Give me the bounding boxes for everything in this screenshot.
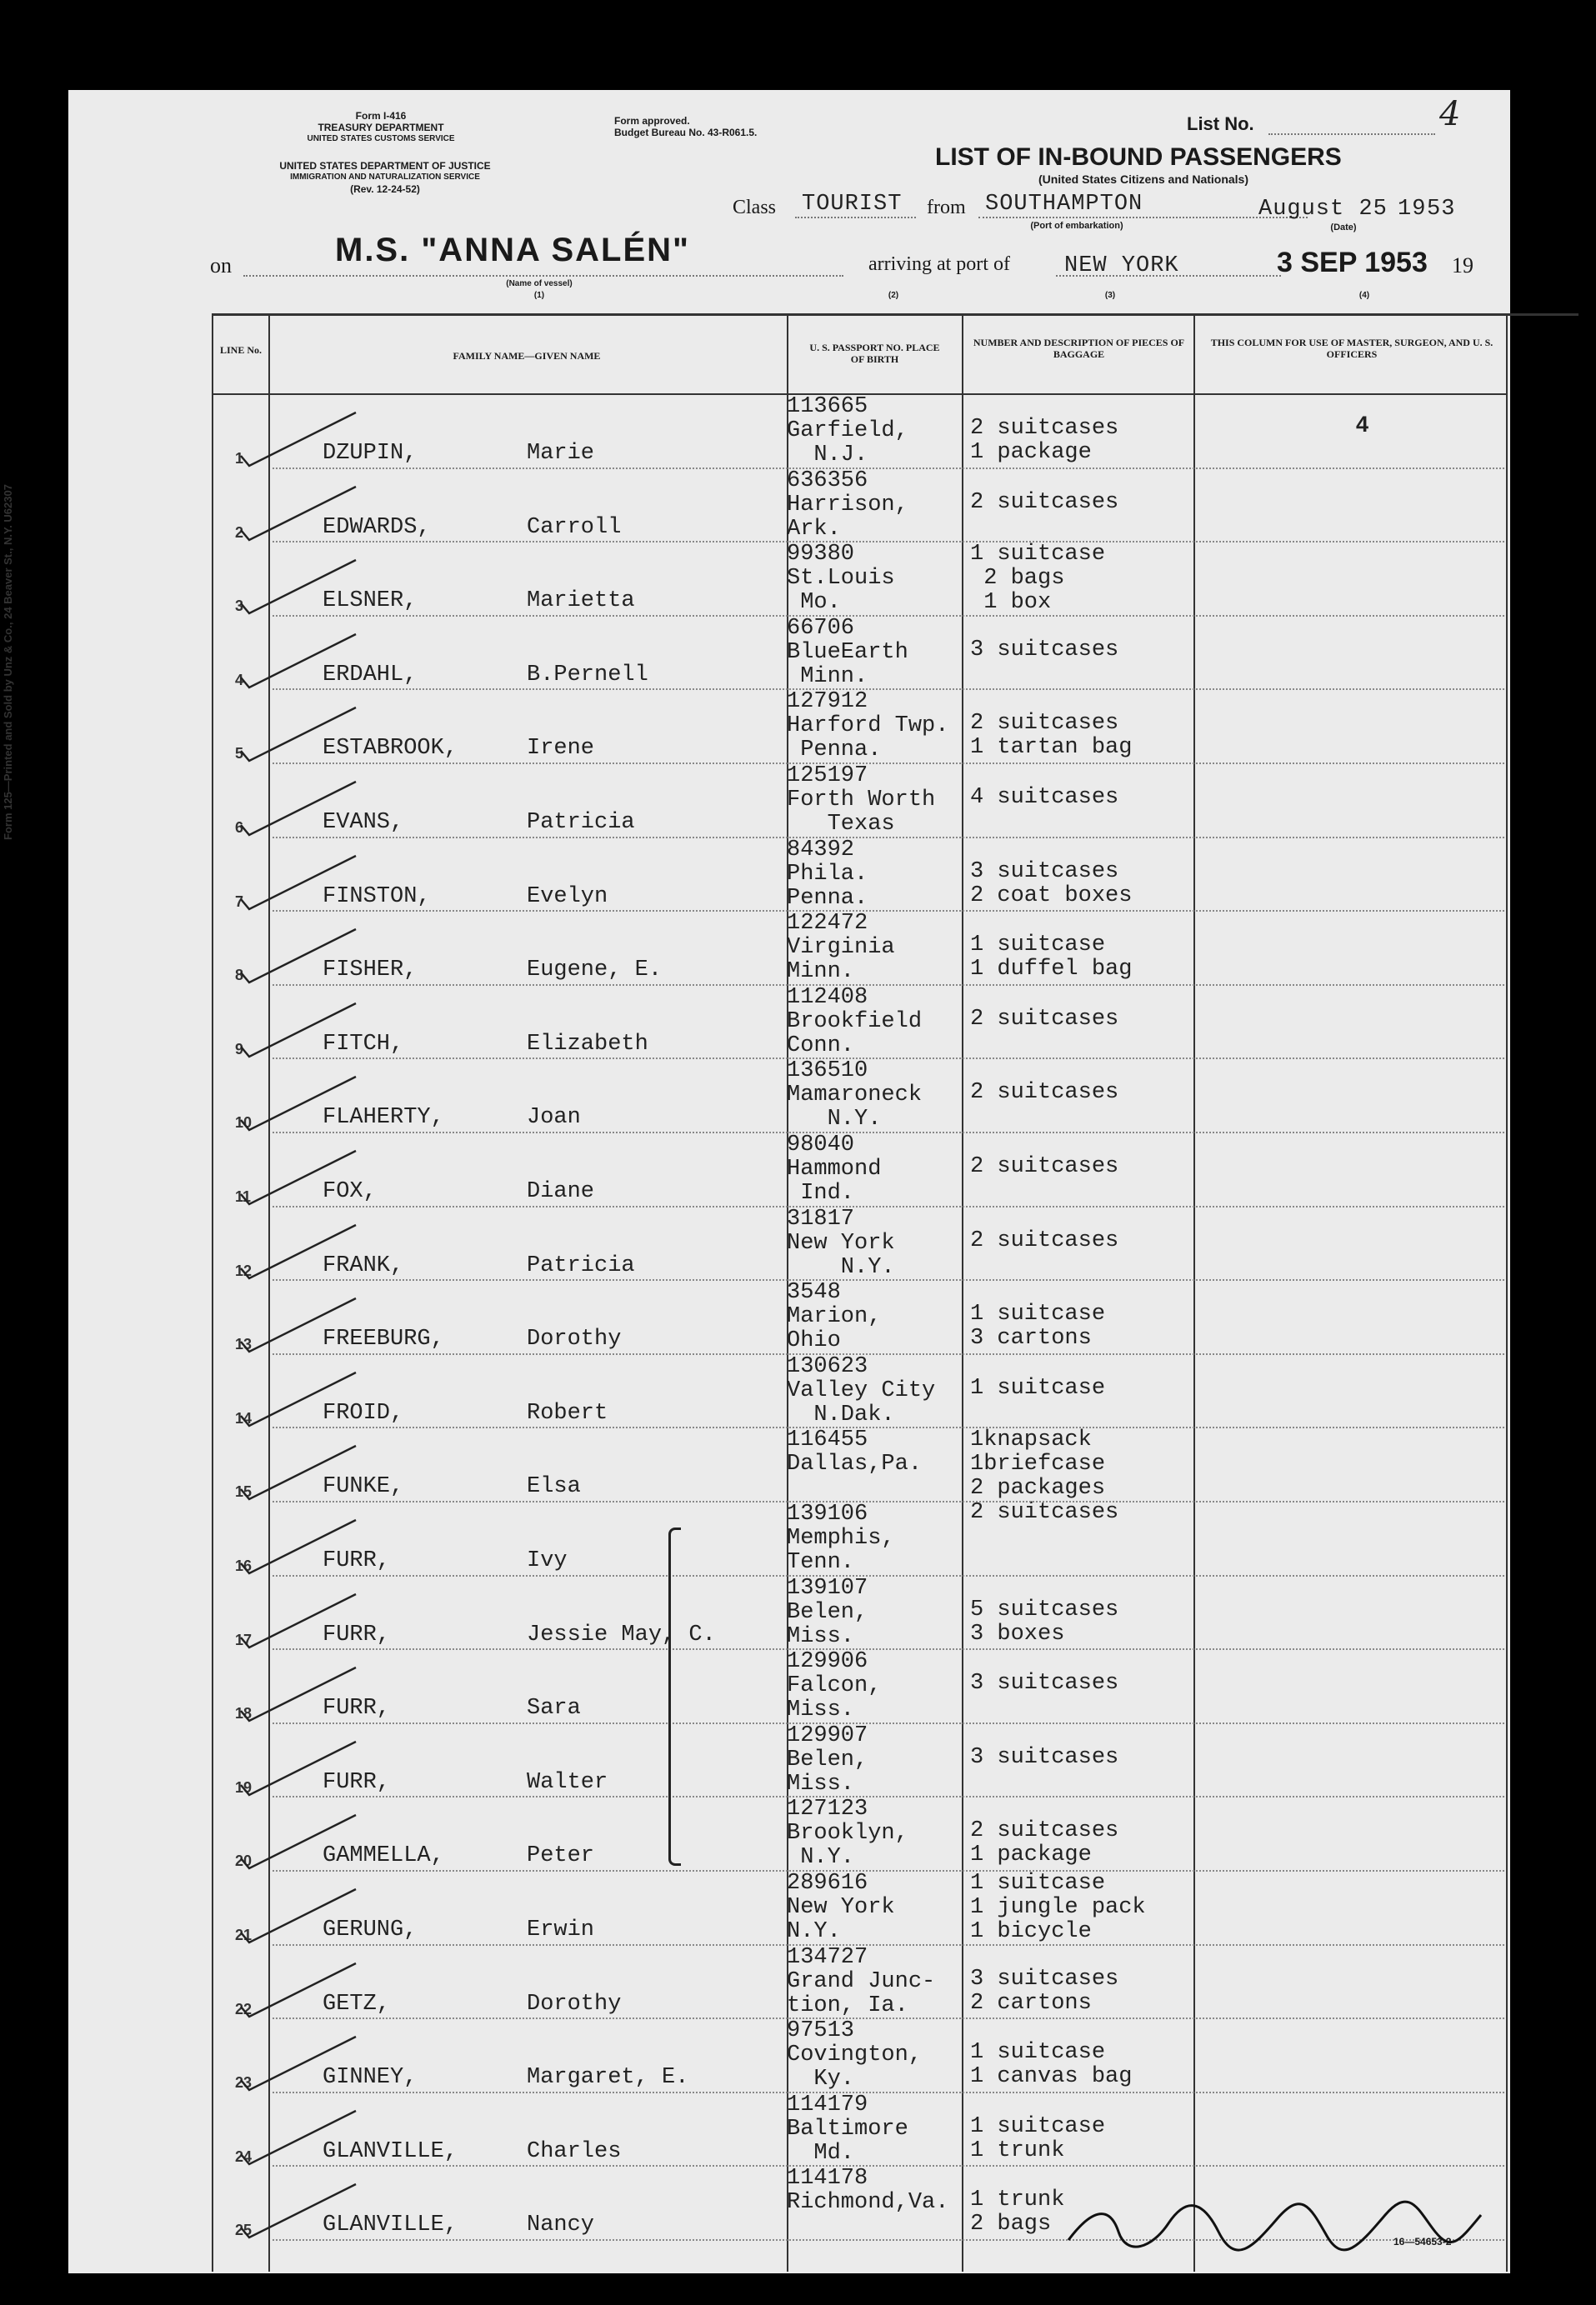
baggage-description: 4 suitcases: [970, 785, 1119, 810]
family-name: FINSTON,: [323, 883, 431, 909]
row-divider: [273, 1427, 1504, 1428]
place-of-birth: Falcon, Miss.: [787, 1673, 882, 1723]
baggage-description: 2 suitcases: [970, 489, 1119, 515]
line-number: 6: [235, 819, 244, 836]
family-name: FITCH,: [323, 1031, 404, 1057]
check-mark: [231, 1586, 364, 1652]
place-of-birth: Richmond,Va.: [787, 2190, 949, 2216]
place-of-birth: St.Louis Mo.: [787, 566, 895, 616]
given-name: Patricia: [527, 1252, 635, 1278]
passport-number: 134727: [787, 1944, 868, 1970]
row-divider: [273, 2092, 1504, 2093]
family-name: FURR,: [323, 1548, 391, 1573]
baggage-description: 1 suitcase 2 bags 1 box: [970, 542, 1106, 616]
check-mark: [231, 1068, 364, 1135]
row-divider: [273, 1870, 1504, 1872]
row-divider: [273, 688, 1504, 690]
family-name: FUNKE,: [323, 1474, 404, 1500]
baggage-description: 2 suitcases: [970, 1006, 1119, 1032]
line-number: 11: [235, 1188, 252, 1205]
check-mark: [231, 921, 364, 988]
line-number: 3: [235, 598, 244, 615]
check-mark: [231, 773, 364, 840]
arrival-line: [1056, 275, 1281, 277]
table-row: [68, 615, 1510, 696]
check-mark: [231, 404, 364, 471]
passport-number: 98040: [787, 1132, 855, 1158]
table-row: [68, 911, 1510, 991]
table-row: [68, 1280, 1510, 1360]
list-no-value: 4: [1439, 95, 1461, 133]
check-mark: [231, 1807, 364, 1873]
passport-number: 125197: [787, 763, 868, 788]
row-divider: [273, 1058, 1504, 1059]
family-name: GLANVILLE,: [323, 2212, 458, 2238]
line-number: 24: [235, 2148, 253, 2165]
place-of-birth: BlueEarth Minn.: [787, 639, 908, 689]
given-name: Irene: [527, 736, 595, 762]
baggage-description: 2 suitcases 1 tartan bag: [970, 711, 1133, 761]
given-name: Erwin: [527, 1918, 595, 1942]
place-of-birth: Phila. Penna.: [787, 861, 868, 911]
given-name: Joan: [527, 1105, 581, 1131]
line-number: 5: [235, 745, 244, 762]
passport-number: 289616: [787, 1871, 868, 1896]
given-name: Eugene, E.: [527, 958, 663, 983]
given-name: Ivy: [527, 1548, 568, 1573]
line-number: 12: [235, 1262, 253, 1279]
vessel-name: M.S. "ANNA SALÉN": [335, 232, 691, 268]
form-number: Form I-416: [355, 110, 407, 122]
form-approved: Form approved.: [614, 115, 690, 127]
table-row: [68, 468, 1510, 548]
place-of-birth: Baltimore Md.: [787, 2116, 908, 2166]
baggage-description: 1 suitcase 1 canvas bag: [970, 2040, 1133, 2090]
family-name: GERUNG,: [323, 1918, 418, 1942]
vessel-caption: (Name of vessel): [506, 279, 573, 288]
passport-number: 636356: [787, 468, 868, 493]
table-row: [68, 763, 1510, 843]
passport-number: 3548: [787, 1280, 841, 1306]
baggage-description: 1 trunk 2 bags: [970, 2188, 1065, 2238]
row-divider: [273, 984, 1504, 986]
given-name: Jessie May, C.: [527, 1622, 716, 1648]
row-divider: [273, 468, 1504, 469]
row-divider: [273, 910, 1504, 912]
col-header-name: FAMILY NAME—GIVEN NAME: [453, 350, 601, 362]
place-of-birth: Belen, Miss.: [787, 1599, 868, 1649]
given-name: Carroll: [527, 514, 622, 540]
table-row: [68, 542, 1510, 622]
place-of-birth: Memphis, Tenn.: [787, 1526, 895, 1575]
check-mark: [231, 1881, 364, 1948]
line-number: 17: [235, 1631, 253, 1648]
check-mark: [231, 1733, 364, 1800]
place-of-birth: Virginia Minn.: [787, 935, 895, 985]
row-divider: [273, 1722, 1504, 1724]
date-year-prefix: 19: [1398, 197, 1427, 222]
check-mark: [231, 2176, 364, 2242]
check-mark: [231, 699, 364, 766]
row-divider: [273, 1206, 1504, 1208]
row-divider: [273, 1132, 1504, 1133]
check-mark: [231, 995, 364, 1062]
passport-number: 66706: [787, 615, 855, 641]
table-row: [68, 984, 1510, 1065]
family-name: ELSNER,: [323, 588, 418, 614]
line-number: 9: [235, 1040, 244, 1058]
place-of-birth: Brookfield Conn.: [787, 1008, 923, 1058]
row-divider: [273, 2018, 1504, 2019]
check-mark: [231, 552, 364, 618]
from-label: from: [927, 197, 966, 218]
date-value: August 25: [1258, 197, 1388, 222]
passport-number: 139106: [787, 1502, 868, 1527]
family-name: GAMMELLA,: [323, 1843, 444, 1869]
class-label: Class: [733, 197, 777, 218]
table-row: [68, 1058, 1510, 1138]
table-row: [68, 1575, 1510, 1656]
check-mark: [231, 848, 364, 914]
baggage-description: 2 suitcases 1 package: [970, 416, 1119, 465]
table-row: [68, 394, 1510, 474]
passport-number: 31817: [787, 1206, 855, 1232]
line-number: 18: [235, 1705, 253, 1722]
baggage-description: 1 suitcase 3 cartons: [970, 1302, 1106, 1352]
arrival-year-prefix: 19: [1452, 253, 1473, 278]
family-name: FURR,: [323, 1696, 391, 1722]
row-divider: [273, 1279, 1504, 1281]
line-number: 21: [235, 1927, 253, 1943]
place-of-birth: Harford Twp. Penna.: [787, 713, 949, 763]
given-name: Dorothy: [527, 1327, 622, 1352]
table-row: [68, 2092, 1510, 2172]
embark-port-value: SOUTHAMPTON: [985, 192, 1143, 217]
check-mark: [231, 1290, 364, 1357]
family-name: FLAHERTY,: [323, 1105, 444, 1131]
family-name: EVANS,: [323, 810, 404, 835]
given-name: Elsa: [527, 1474, 581, 1500]
line-number: 14: [235, 1409, 253, 1427]
baggage-description: 3 suitcases: [970, 637, 1119, 662]
arrival-date-stamp: 3 SEP 1953: [1277, 247, 1428, 278]
check-mark: [231, 1217, 364, 1283]
passport-number: 97513: [787, 2018, 855, 2044]
baggage-description: 2 suitcases: [970, 1154, 1119, 1179]
check-mark: [231, 1438, 364, 1504]
check-mark: [231, 1955, 364, 2022]
class-value: TOURIST: [802, 192, 903, 217]
place-of-birth: Hammond Ind.: [787, 1157, 882, 1206]
row-divider: [273, 1796, 1504, 1798]
passport-number: 116455: [787, 1428, 868, 1453]
vessel-line: [243, 275, 843, 277]
list-title: LIST OF IN-BOUND PASSENGERS: [935, 143, 1342, 171]
line-number: 7: [235, 892, 244, 910]
given-name: Walter: [527, 1769, 608, 1795]
check-mark: [231, 626, 364, 692]
table-row: [68, 837, 1510, 918]
caption-1: (1): [533, 291, 545, 300]
col-header-line: LINE No.: [219, 344, 262, 356]
given-name: Peter: [527, 1843, 595, 1869]
family-name: FROID,: [323, 1400, 404, 1426]
printer-imprint: Form 125—Printed and Sold by Unz & Co., 24 Beaver St., N.Y. U62307: [2, 484, 14, 840]
col-header-officers: THIS COLUMN FOR USE OF MASTER, SURGEON, AND U. S. OFFICERS: [1210, 337, 1493, 360]
table-row: [68, 2018, 1510, 2098]
table-row: [68, 1132, 1510, 1212]
family-name: GLANVILLE,: [323, 2138, 458, 2164]
col-header-passport: U. S. PASSPORT NO. PLACE OF BIRTH: [809, 342, 940, 365]
family-name: ESTABROOK,: [323, 736, 458, 762]
family-name: FURR,: [323, 1769, 391, 1795]
line-number: 1: [235, 450, 244, 467]
table-top-border: [212, 313, 1578, 316]
customs-service: UNITED STATES CUSTOMS SERVICE: [307, 134, 455, 143]
check-mark: [231, 1142, 364, 1209]
passport-number: 84392: [787, 837, 855, 862]
row-divider: [273, 1353, 1504, 1355]
place-of-birth: New York N.Y.: [787, 1230, 895, 1280]
check-mark: [231, 1659, 364, 1726]
row-divider: [273, 762, 1504, 764]
passport-number: 112408: [787, 984, 868, 1010]
given-name: Dorothy: [527, 1991, 622, 2017]
line-number: 22: [235, 2000, 253, 2018]
table-row: [68, 1871, 1510, 1951]
family-name: ERDAHL,: [323, 662, 418, 688]
passport-number: 136510: [787, 1058, 868, 1084]
passport-number: 129907: [787, 1722, 868, 1748]
baggage-description: 2 suitcases 1 package: [970, 1818, 1119, 1868]
budget-bureau: Budget Bureau No. 43-R061.5.: [614, 127, 758, 138]
check-mark: [231, 2028, 364, 2095]
class-line: [795, 217, 916, 218]
baggage-description: 1 suitcase 1 trunk: [970, 2113, 1106, 2163]
caption-2: (2): [888, 291, 899, 300]
row-divider: [273, 1575, 1504, 1577]
table-row: [68, 689, 1510, 769]
baggage-description: 2 suitcases: [970, 1228, 1119, 1253]
row-divider: [273, 1648, 1504, 1650]
family-bracket: [668, 1528, 681, 1866]
list-subtitle: (United States Citizens and Nationals): [1038, 172, 1249, 186]
table-row: [68, 1649, 1510, 1729]
ins-service: IMMIGRATION AND NATURALIZATION SERVICE: [290, 172, 480, 182]
line-number: 16: [235, 1558, 253, 1574]
officer-note: 4: [1356, 412, 1369, 437]
family-name: FRANK,: [323, 1252, 404, 1278]
justice-dept: UNITED STATES DEPARTMENT OF JUSTICE: [279, 160, 491, 172]
family-name: DZUPIN,: [323, 441, 418, 466]
table-row: [68, 1944, 1510, 2025]
given-name: Marie: [527, 441, 595, 466]
place-of-birth: Grand Junc- tion, Ia.: [787, 1968, 936, 2018]
table-row: [68, 1722, 1510, 1803]
line-number: 13: [235, 1336, 253, 1353]
baggage-description: 3 suitcases: [970, 1671, 1119, 1697]
row-divider: [273, 2165, 1504, 2167]
manifest-page: [2, 90, 1510, 2273]
baggage-description: 5 suitcases 3 boxes: [970, 1597, 1119, 1647]
baggage-description: 1 suitcase 1 duffel bag: [970, 932, 1133, 982]
table-row: [68, 1206, 1510, 1287]
table-row: [68, 1502, 1510, 1582]
given-name: Patricia: [527, 810, 635, 835]
passport-number: 139107: [787, 1575, 868, 1601]
place-of-birth: Harrison, Ark.: [787, 492, 908, 542]
baggage-description: 2 suitcases: [970, 1080, 1119, 1106]
family-name: FOX,: [323, 1179, 377, 1204]
line-number: 4: [235, 671, 244, 688]
given-name: Margaret, E.: [527, 2065, 689, 2091]
table-row: [68, 1353, 1510, 1434]
place-of-birth: Marion, Ohio: [787, 1304, 882, 1354]
passport-number: 113665: [787, 394, 868, 419]
family-name: EDWARDS,: [323, 514, 431, 540]
given-name: Diane: [527, 1179, 595, 1204]
place-of-birth: Belen, Miss.: [787, 1747, 868, 1797]
place-of-birth: Covington, Ky.: [787, 2042, 923, 2092]
place-of-birth: New York N.Y.: [787, 1895, 895, 1944]
given-name: Charles: [527, 2138, 622, 2164]
baggage-description: 1 suitcase: [970, 1375, 1106, 1401]
arriving-label: arriving at port of: [868, 253, 1010, 275]
check-mark: [231, 1512, 364, 1578]
given-name: Sara: [527, 1696, 581, 1722]
caption-4: (4): [1358, 291, 1370, 300]
family-name: FREEBURG,: [323, 1327, 444, 1352]
caption-3: (3): [1104, 291, 1116, 300]
check-mark: [231, 2102, 364, 2169]
arrival-port: NEW YORK: [1064, 253, 1179, 278]
line-number: 25: [235, 2222, 253, 2239]
place-of-birth: Brooklyn, N.Y.: [787, 1821, 908, 1871]
baggage-description: 3 suitcases 2 coat boxes: [970, 858, 1133, 908]
row-divider: [273, 837, 1504, 838]
baggage-description: 3 suitcases: [970, 1744, 1119, 1770]
given-name: Nancy: [527, 2212, 595, 2238]
footer-code: 16—54653-2: [1393, 2236, 1452, 2248]
line-number: 23: [235, 2074, 253, 2092]
row-divider: [273, 1501, 1504, 1502]
family-name: FISHER,: [323, 958, 418, 983]
date-caption: (Date): [1330, 222, 1357, 232]
line-number: 10: [235, 1114, 253, 1132]
passport-number: 127123: [787, 1797, 868, 1822]
baggage-description: 1knapsack 1briefcase 2 packages 2 suitcases: [970, 1428, 1119, 1526]
passport-number: 99380: [787, 542, 855, 568]
list-no-label: List No.: [1187, 113, 1254, 134]
treasury-dept: TREASURY DEPARTMENT: [318, 122, 444, 133]
embark-caption: (Port of embarkation): [1030, 221, 1123, 231]
row-divider: [273, 541, 1504, 542]
place-of-birth: Garfield, N.J.: [787, 418, 908, 468]
passport-number: 127912: [787, 689, 868, 715]
on-label: on: [210, 253, 232, 278]
place-of-birth: Mamaroneck N.Y.: [787, 1082, 923, 1132]
form-revision: (Rev. 12-24-52): [350, 183, 420, 195]
passport-number: 130623: [787, 1353, 868, 1379]
baggage-description: 1 suitcase 1 jungle pack 1 bicycle: [970, 1871, 1146, 1944]
place-of-birth: Dallas,Pa.: [787, 1452, 923, 1478]
family-name: GINNEY,: [323, 2065, 418, 2091]
given-name: B.Pernell: [527, 662, 648, 688]
passport-number: 122472: [787, 911, 868, 937]
line-number: 20: [235, 1852, 253, 1870]
family-name: FURR,: [323, 1622, 391, 1648]
passport-number: 129906: [787, 1649, 868, 1675]
line-number: 15: [235, 1483, 253, 1501]
table-row: [68, 1797, 1510, 1877]
given-name: Elizabeth: [527, 1031, 648, 1057]
given-name: Marietta: [527, 588, 635, 614]
place-of-birth: Valley City N.Dak.: [787, 1378, 936, 1428]
given-name: Robert: [527, 1400, 608, 1426]
row-divider: [273, 1944, 1504, 1946]
family-name: GETZ,: [323, 1991, 391, 2017]
baggage-description: 3 suitcases 2 cartons: [970, 1966, 1119, 2016]
check-mark: [231, 478, 364, 545]
date-year: 53: [1427, 197, 1456, 222]
col-header-baggage: NUMBER AND DESCRIPTION OF PIECES OF BAGGAGE: [973, 337, 1185, 360]
passport-number: 114178: [787, 2166, 868, 2192]
line-number: 8: [235, 967, 244, 984]
check-mark: [231, 1364, 364, 1431]
given-name: Evelyn: [527, 883, 608, 909]
list-no-line: [1268, 133, 1435, 135]
row-divider: [273, 615, 1504, 617]
line-number: 2: [235, 523, 244, 541]
line-number: 19: [235, 1778, 253, 1796]
passport-number: 114179: [787, 2092, 868, 2118]
place-of-birth: Forth Worth Texas: [787, 788, 936, 837]
